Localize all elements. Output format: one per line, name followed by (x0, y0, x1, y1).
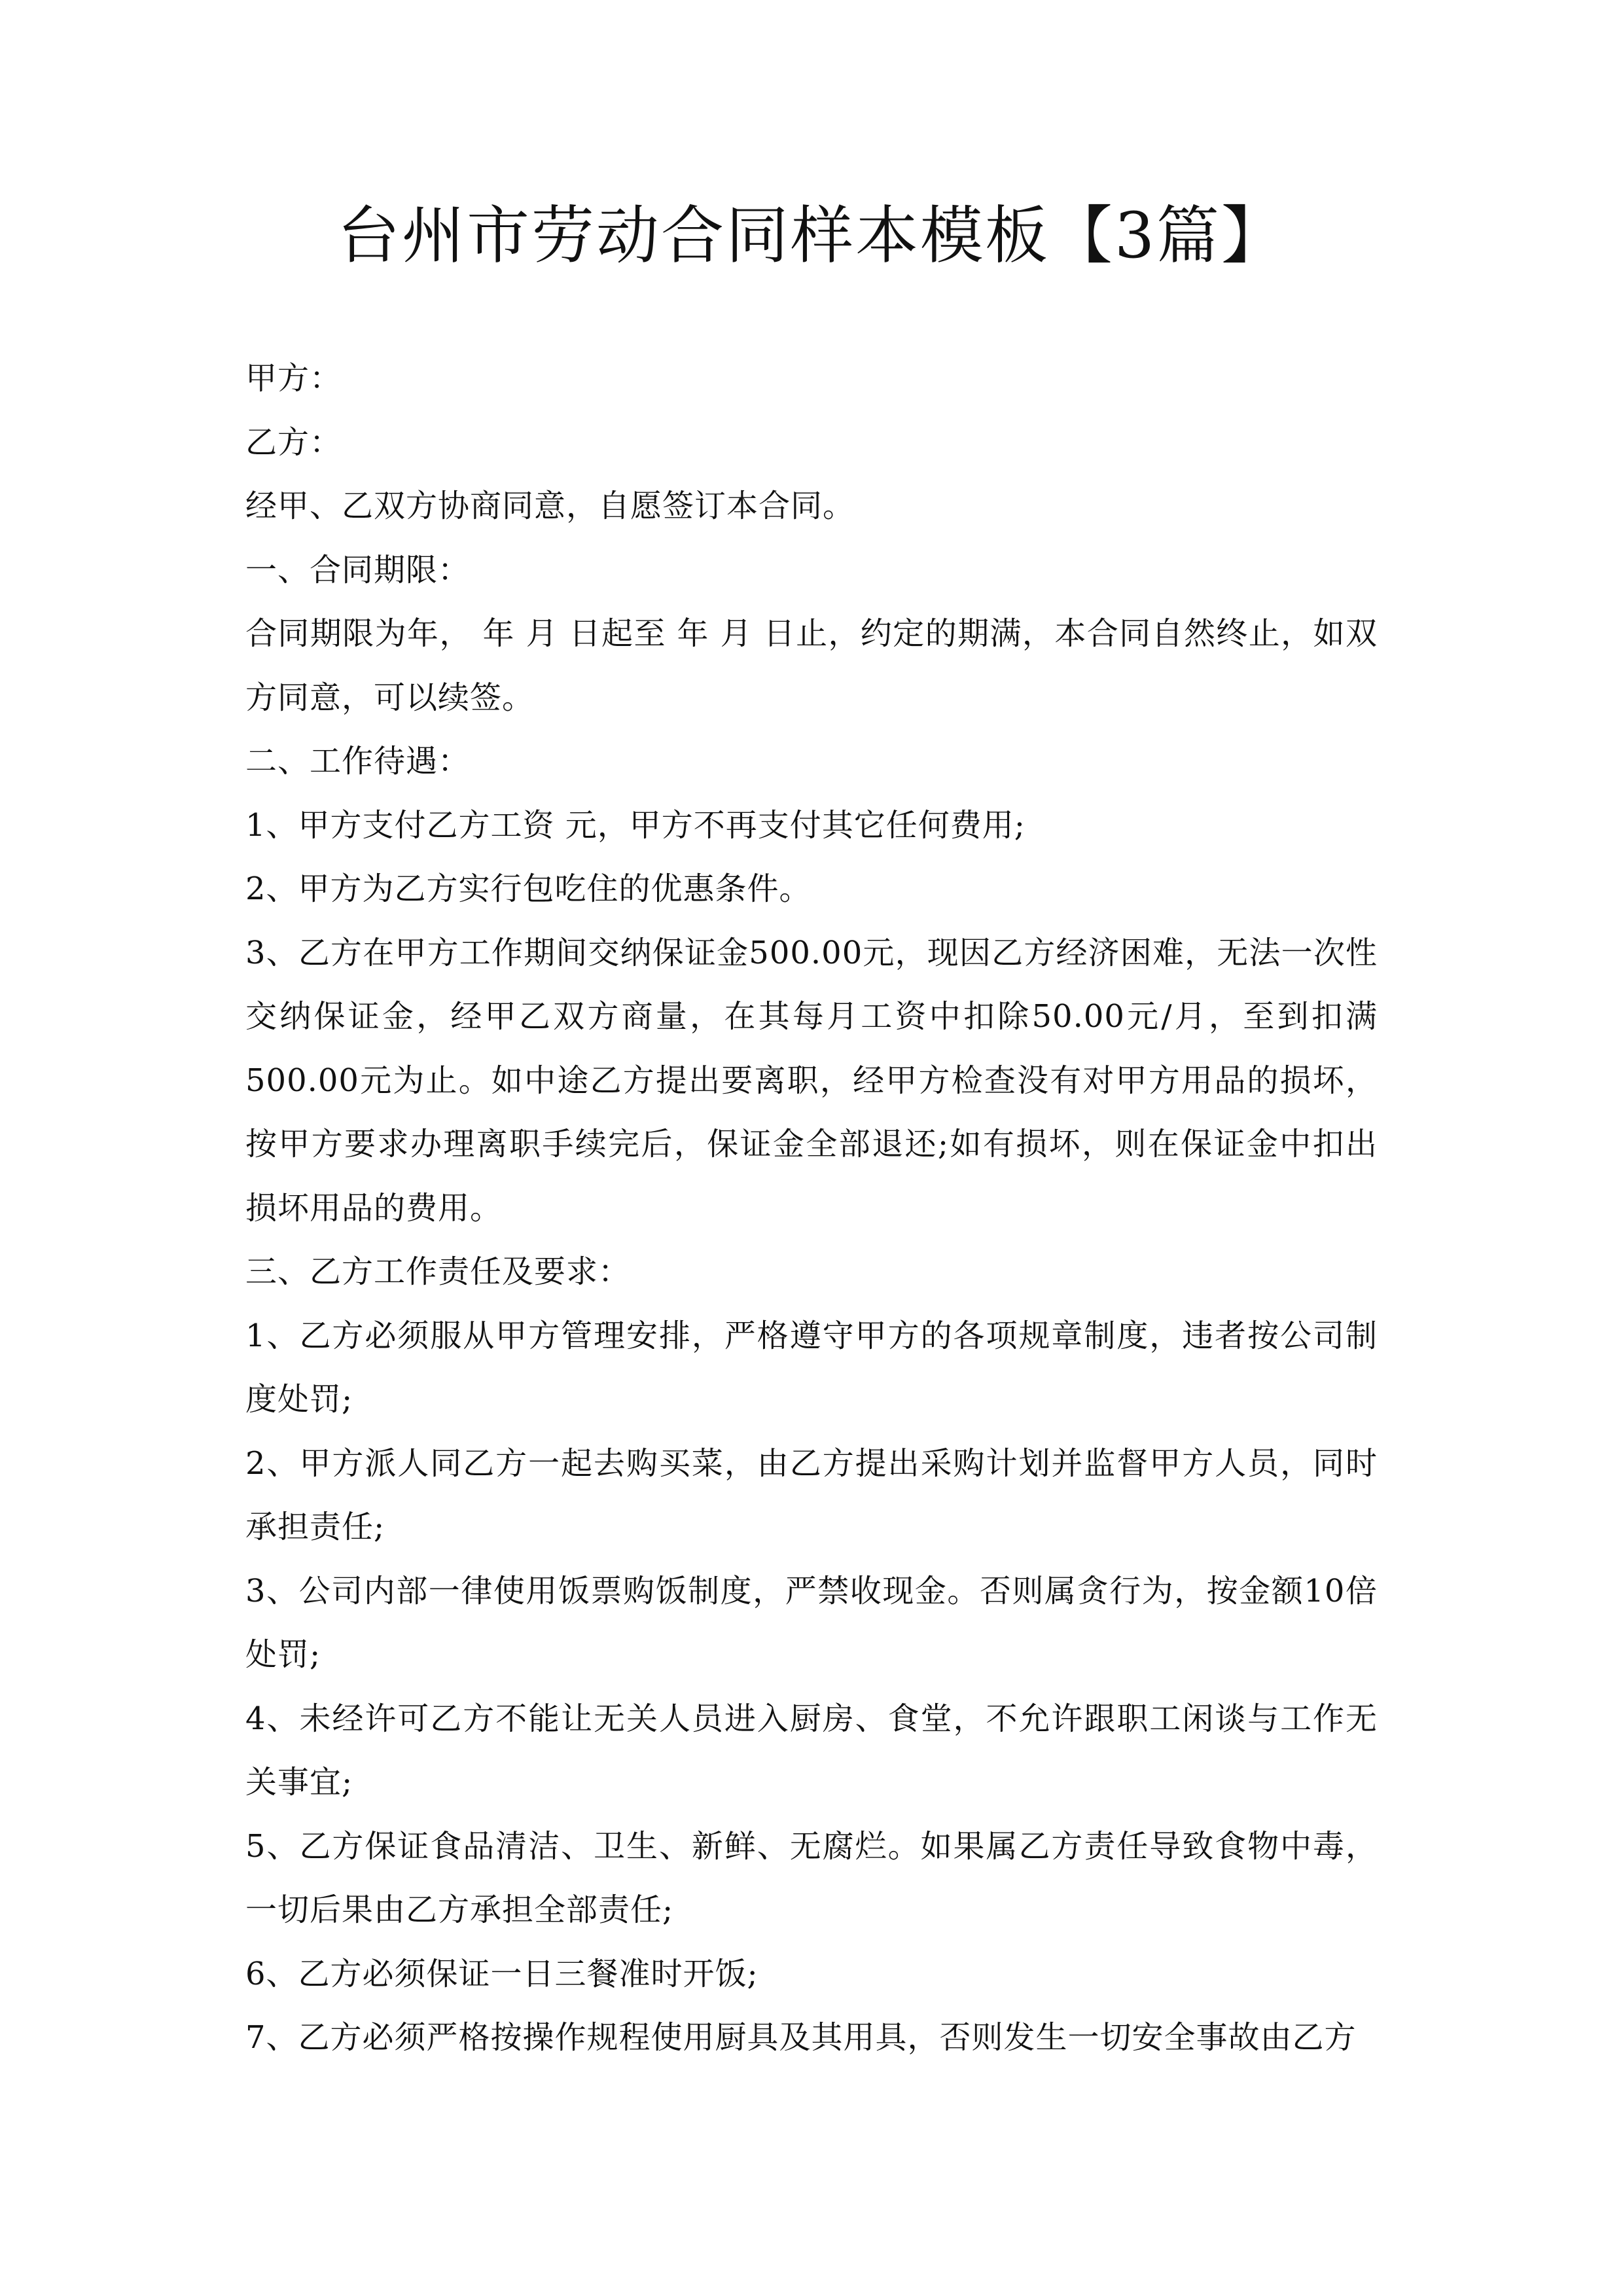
responsibility-item-7: 7、乙方必须严格按操作规程使用厨具及其用具，否则发生一切安全事故由乙方 (245, 2019, 1357, 2056)
compensation-item-1: 1、甲方支付乙方工资 元，甲方不再支付其它任何费用; (245, 806, 1026, 844)
term-paragraph: 合同期限为年， 年 月 日起至 年 月 日止，约定的期满，本合同自然终止，如双方同意，可以续签。 (245, 615, 1378, 716)
responsibility-item-5: 5、乙方保证食品清洁、卫生、新鲜、无腐烂。如果属乙方责任导致食物中毒，一切后果由乙方承担全部责任; (245, 1827, 1378, 1928)
compensation-item-3: 3、乙方在甲方工作期间交纳保证金500.00元，现因乙方经济困难，无法一次性交纳保证金，经甲乙双方商量，在其每月工资中扣除50.00元/月，至到扣满500.00元为止。如中途乙方提出要离职，经甲方检查没有对甲方用品的损坏，按甲方要求办理离职手续完后，保证金全部退还;如有损坏，则在保证金中扣出损坏用品的费用。 (245, 934, 1378, 1227)
responsibility-item-6: 6、乙方必须保证一日三餐准时开饭; (245, 1955, 758, 1992)
responsibility-item-1: 1、乙方必须服从甲方管理安排，严格遵守甲方的各项规章制度，违者按公司制度处罚; (245, 1317, 1378, 1418)
agreement-intro: 经甲、乙双方协商同意，自愿签订本合同。 (245, 488, 855, 524)
compensation-item-2: 2、甲方为乙方实行包吃住的优惠条件。 (245, 870, 812, 907)
section-heading-compensation: 二、工作待遇： (245, 743, 471, 780)
party-a-line: 甲方： (245, 360, 342, 397)
responsibility-item-3: 3、公司内部一律使用饭票购饭制度，严禁收现金。否则属贪行为，按金额10倍处罚; (245, 1572, 1378, 1673)
responsibility-item-2: 2、甲方派人同乙方一起去购买菜，由乙方提出采购计划并监督甲方人员，同时承担责任; (245, 1444, 1378, 1545)
document-title: 台州市劳动合同样本模板【3篇】 (336, 199, 1287, 272)
responsibility-item-4: 4、未经许可乙方不能让无关人员进入厨房、食堂，不允许跟职工闲谈与工作无关事宜; (245, 1700, 1378, 1801)
document-body (245, 347, 1378, 2070)
section-heading-term: 一、合同期限： (245, 551, 471, 588)
section-heading-responsibilities: 三、乙方工作责任及要求： (245, 1253, 631, 1290)
party-b-line: 乙方： (245, 423, 342, 461)
